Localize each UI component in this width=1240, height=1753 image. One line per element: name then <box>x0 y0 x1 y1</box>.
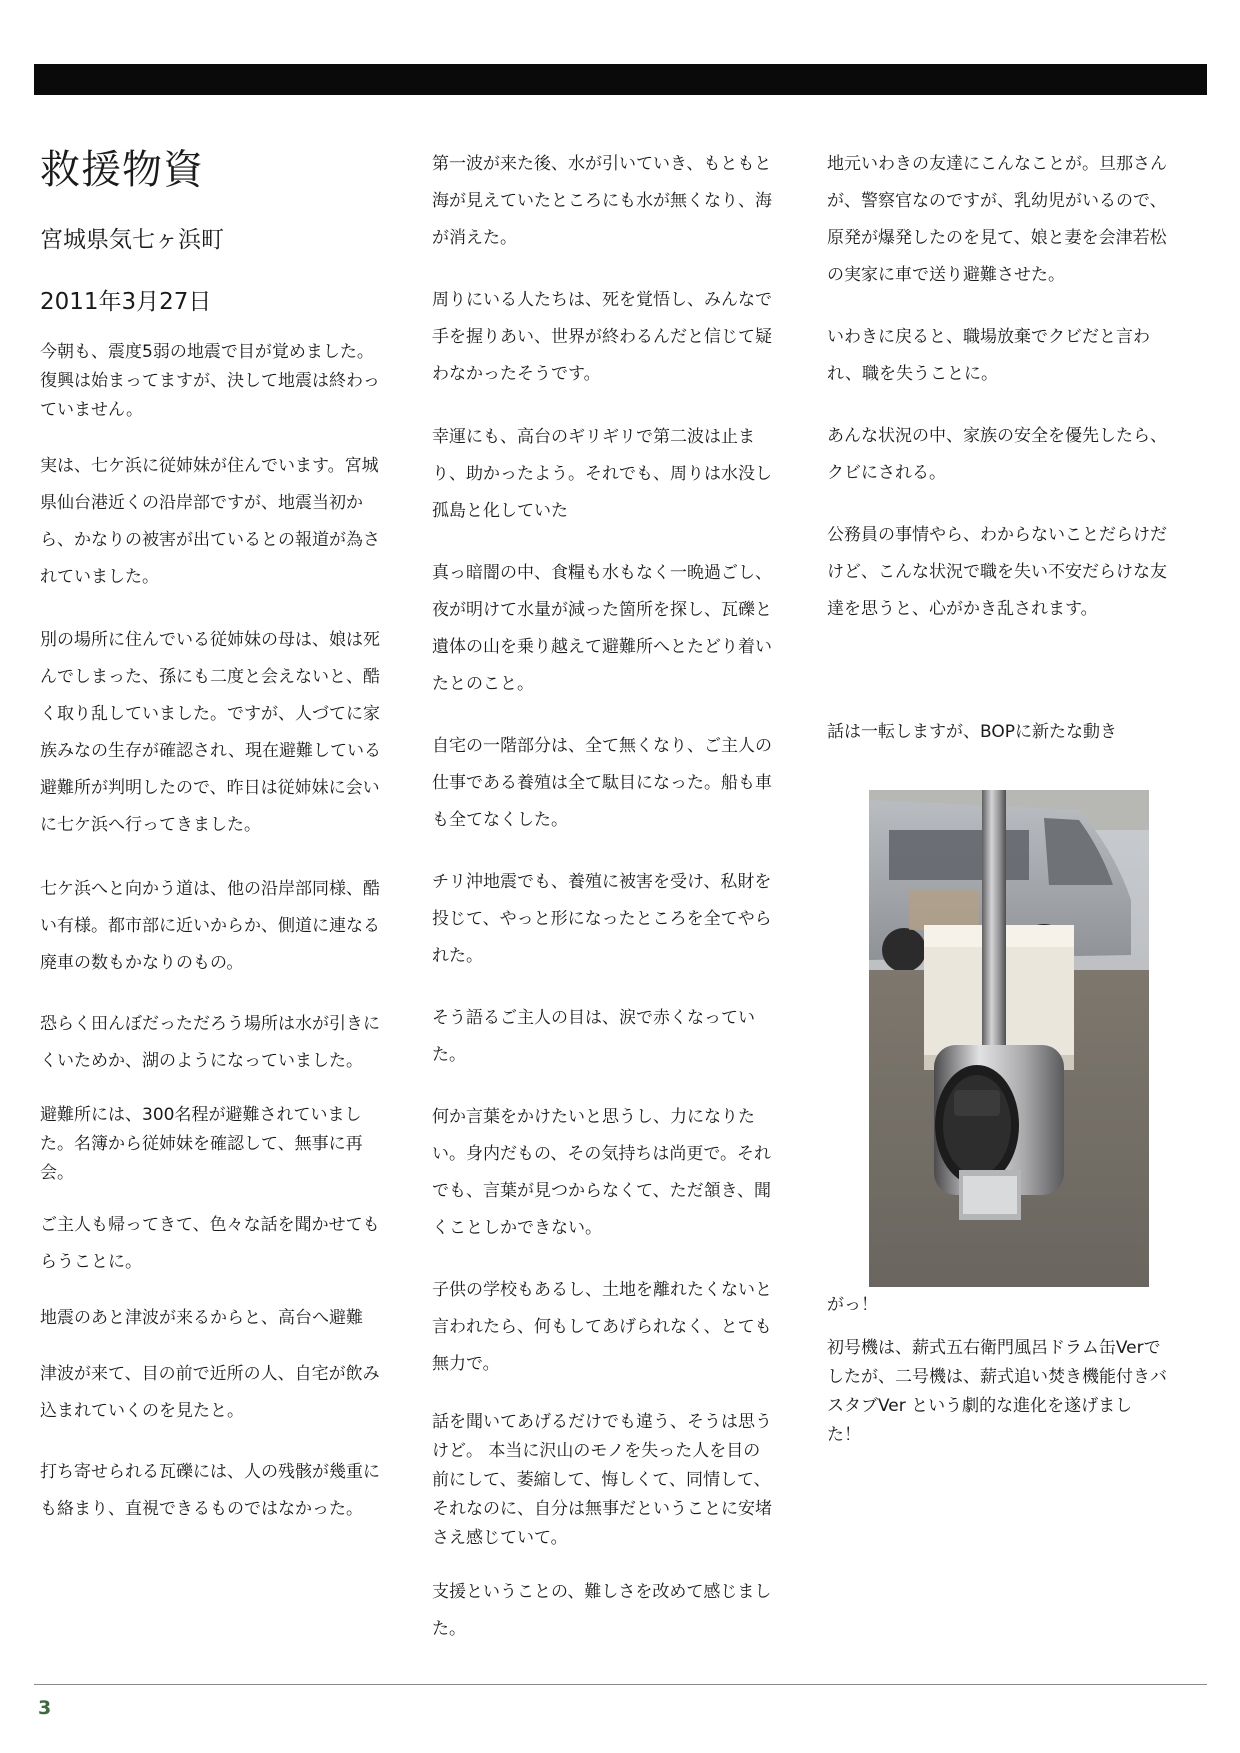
paragraph: 恐らく田んぼだっただろう場所は水が引きに くいためか、湖のようになっていました。 <box>40 1014 380 1072</box>
column-2 <box>432 146 812 1671</box>
paragraph: 自宅の一階部分は、全て無くなり、ご主人の 仕事である養殖は全て駄目になった。船も車 も全てなくした。 <box>432 736 772 830</box>
paragraph: 話を聞いてあげるだけでも違う、そうは思う けど。 本当に沢山のモノを失った人を目の 前にして、萎縮して、悔しくて、同情して、 それなのに、自分は無事だということに安堵 さえ感じていて。 <box>432 1412 772 1548</box>
footer-divider <box>34 1684 1207 1685</box>
paragraph: あんな状況の中、家族の安全を優先したら、 クビにされる。 <box>827 426 1167 483</box>
paragraph: 実は、七ケ浜に従姉妹が住んでいます。宮城 県仙台港近くの沿岸部ですが、地震当初か ら、かなりの被害が出ているとの報道が為さ れていました。 <box>40 456 380 588</box>
paragraph: 初号機は、薪式五右衛門風呂ドラム缶Verで したが、二号機は、薪式追い焚き機能付きバ スタブVer という劇的な進化を遂げまし た！ <box>827 1338 1167 1445</box>
paragraph: 七ケ浜へと向かう道は、他の沿岸部同様、酷 い有様。都市部に近いからか、側道に連なる 廃車の数もかなりのもの。 <box>40 879 380 974</box>
paragraph: 別の場所に住んでいる従姉妹の母は、娘は死 んでしまった、孫にも二度と会えないと、酷 く取り乱していました。ですが、人づてに家 族みなの生存が確認され、現在避難している 避難所が判明したので、昨日は従姉妹に会い に七ケ浜へ行ってきました。 <box>40 630 382 836</box>
paragraph: 第一波が来た後、水が引いていき、もともと 海が見えていたところにも水が無くなり、海 が消えた。 <box>432 154 772 248</box>
paragraph: いわきに戻ると、職場放棄でクビだと言わ れ、職を失うことに。 <box>827 327 1150 384</box>
paragraph: 真っ暗闇の中、食糧も水もなく一晩過ごし、 夜が明けて水量が減った箇所を探し、瓦礫と 遺体の山を乗り越えて避難所へとたどり着い たとのこと。 <box>432 563 772 694</box>
paragraph: 話は一転しますが、BOPに新たな動き <box>827 722 1117 742</box>
paragraph: 地震のあと津波が来るからと、高台へ避難 <box>40 1308 363 1329</box>
paragraph: チリ沖地震でも、養殖に被害を受け、私財を 投じて、やっと形になったところを全てやら れた。 <box>432 872 772 966</box>
paragraph: 地元いわきの友達にこんなことが。旦那さん が、警察官なのですが、乳幼児がいるので、 原発が爆発したのを見て、娘と妻を会津若松 の実家に車で送り避難させた。 <box>827 154 1167 285</box>
article-date: 2011年3月27日 <box>40 289 212 316</box>
article-location: 宮城県気七ヶ浜町 <box>40 227 224 253</box>
paragraph: 避難所には、300名程が避難されていまし た。名簿から従姉妹を確認して、無事に再 会。 <box>40 1105 363 1184</box>
bath-stove-photo <box>869 790 1149 1287</box>
paragraph: 打ち寄せられる瓦礫には、人の残骸が幾重に も絡まり、直視できるものではなかった。 <box>40 1462 380 1520</box>
paragraph: 何か言葉をかけたいと思うし、力になりた い。身内だもの、その気持ちは尚更で。それ でも、言葉が見つからなくて、ただ頷き、聞 くことしかできない。 <box>432 1107 771 1238</box>
paragraph: そう語るご主人の目は、涙で赤くなってい た。 <box>432 1008 755 1065</box>
drum-stove <box>934 1045 1064 1220</box>
paragraph: ご主人も帰ってきて、色々な話を聞かせても らうことに。 <box>40 1215 380 1273</box>
paragraph: 子供の学校もあるし、土地を離れたくないと 言われたら、何もしてあげられなく、とても 無力で。 <box>432 1280 772 1374</box>
paragraph: 支援ということの、難しさを改めて感じまし た。 <box>432 1582 772 1639</box>
paragraph: 幸運にも、高台のギリギリで第二波は止ま り、助かったよう。それでも、周りは水没し 孤島と化していた <box>432 427 772 521</box>
header-bar <box>34 64 1207 95</box>
paragraph: 周りにいる人たちは、死を覚悟し、みんなで 手を握りあい、世界が終わるんだと信じて疑 わなかったそうです。 <box>432 290 772 384</box>
paragraph: がっ！ <box>827 1295 878 1315</box>
column-1 <box>40 140 415 1551</box>
paragraph: 公務員の事情やら、わからないことだらけだ けど、こんな状況で職を失い不安だらけな友 達を思うと、心がかき乱されます。 <box>827 525 1167 619</box>
paragraph: 津波が来て、目の前で近所の人、自宅が飲み 込まれていくのを見たと。 <box>40 1364 380 1422</box>
page-number: 3 <box>38 1697 52 1719</box>
paragraph: 今朝も、震度5弱の地震で目が覚めました。 復興は始まってますが、決して地震は終わっ ていません。 <box>40 342 380 421</box>
article-title: 救援物資 <box>40 147 204 193</box>
